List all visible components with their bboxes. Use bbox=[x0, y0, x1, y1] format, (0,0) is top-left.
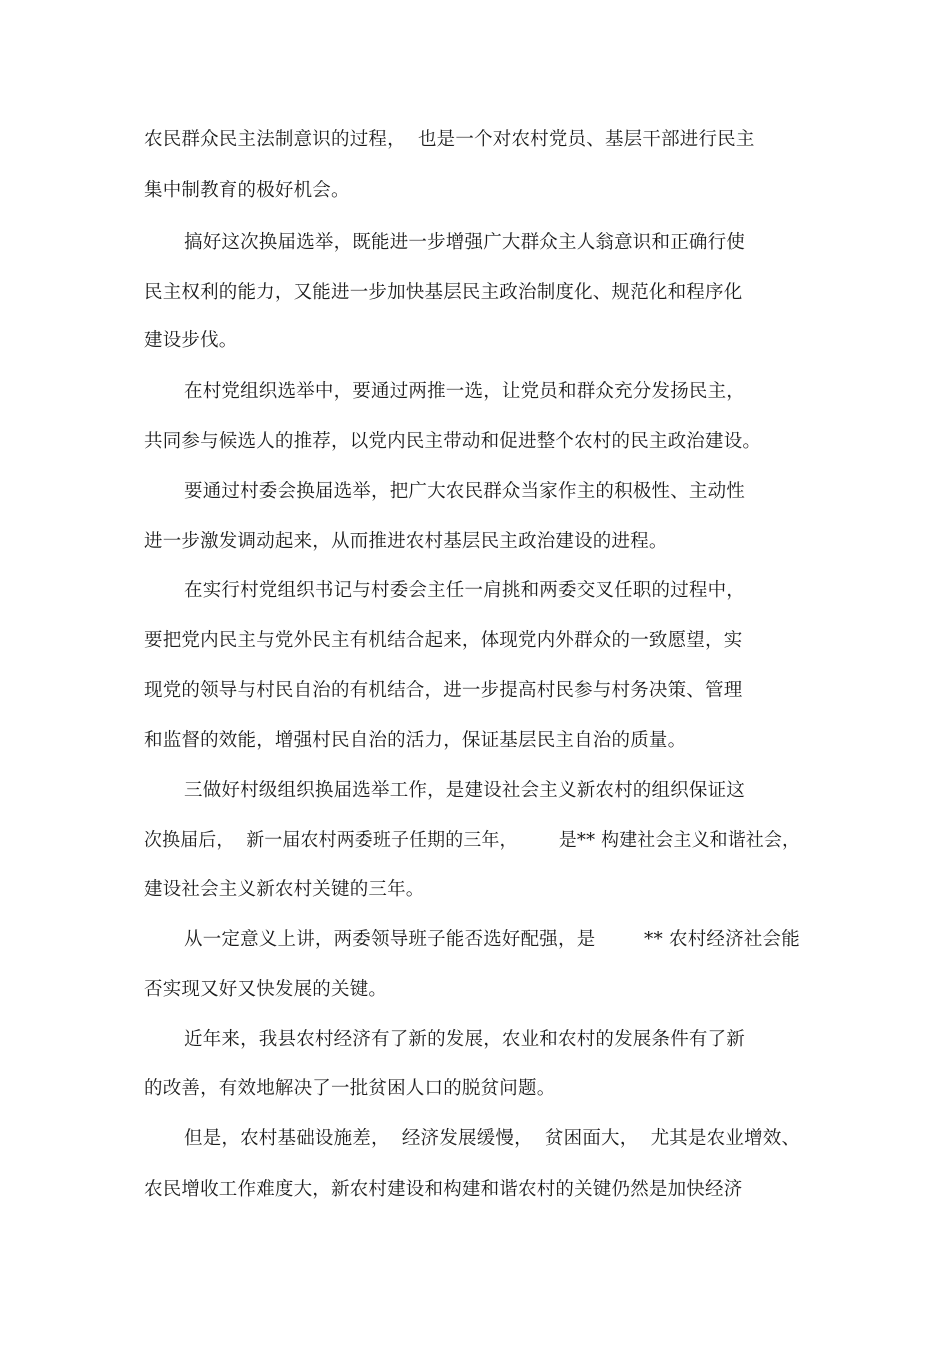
text-line: 在实行村党组织书记与村委会主任一肩挑和两委交叉任职的过程中， bbox=[184, 580, 746, 601]
text-line: 否实现又好又快发展的关键。 bbox=[144, 979, 388, 1000]
text-line: 农民增收工作难度大，新农村建设和构建和谐农村的关键仍然是加快经济 bbox=[144, 1179, 743, 1200]
text-line: 和监督的效能，增强村民自治的活力，保证基层民主自治的质量。 bbox=[144, 730, 687, 751]
text-line: 民主权利的能力，又能进一步加快基层民主政治制度化、规范化和程序化 bbox=[144, 282, 743, 303]
text-line: 次换届后， 新一届农村两委班子任期的三年， 是** 构建社会主义和谐社会， bbox=[144, 830, 801, 851]
text-line: 近年来，我县农村经济有了新的发展，农业和农村的发展条件有了新 bbox=[184, 1029, 746, 1050]
text-line: 进一步激发调动起来，从而推进农村基层民主政治建设的进程。 bbox=[144, 531, 668, 552]
text-line: 建设社会主义新农村关键的三年。 bbox=[144, 879, 425, 900]
text-line: 共同参与候选人的推荐，以党内民主带动和促进整个农村的民主政治建设。 bbox=[144, 431, 762, 452]
text-line: 要通过村委会换届选举，把广大农民群众当家作主的积极性、主动性 bbox=[184, 481, 746, 502]
text-line: 在村党组织选举中，要通过两推一选，让党员和群众充分发扬民主， bbox=[184, 381, 746, 402]
text-line: 搞好这次换届选举，既能进一步增强广大群众主人翁意识和正确行使 bbox=[184, 232, 746, 253]
text-line: 但是，农村基础设施差， 经济发展缓慢， 贫困面大， 尤其是农业增效、 bbox=[184, 1128, 801, 1149]
text-line: 集中制教育的极好机会。 bbox=[144, 180, 350, 201]
text-line: 从一定意义上讲，两委领导班子能否选好配强，是 ** 农村经济社会能 bbox=[184, 929, 800, 950]
text-line: 要把党内民主与党外民主有机结合起来，体现党内外群众的一致愿望，实 bbox=[144, 630, 743, 651]
text-line: 现党的领导与村民自治的有机结合，进一步提高村民参与村务决策、管理 bbox=[144, 680, 743, 701]
text-line: 三做好村级组织换届选举工作，是建设社会主义新农村的组织保证这 bbox=[184, 780, 746, 801]
text-line: 农民群众民主法制意识的过程， 也是一个对农村党员、基层干部进行民主 bbox=[144, 129, 755, 150]
text-line: 建设步伐。 bbox=[144, 330, 238, 351]
text-line: 的改善，有效地解决了一批贫困人口的脱贫问题。 bbox=[144, 1078, 556, 1099]
